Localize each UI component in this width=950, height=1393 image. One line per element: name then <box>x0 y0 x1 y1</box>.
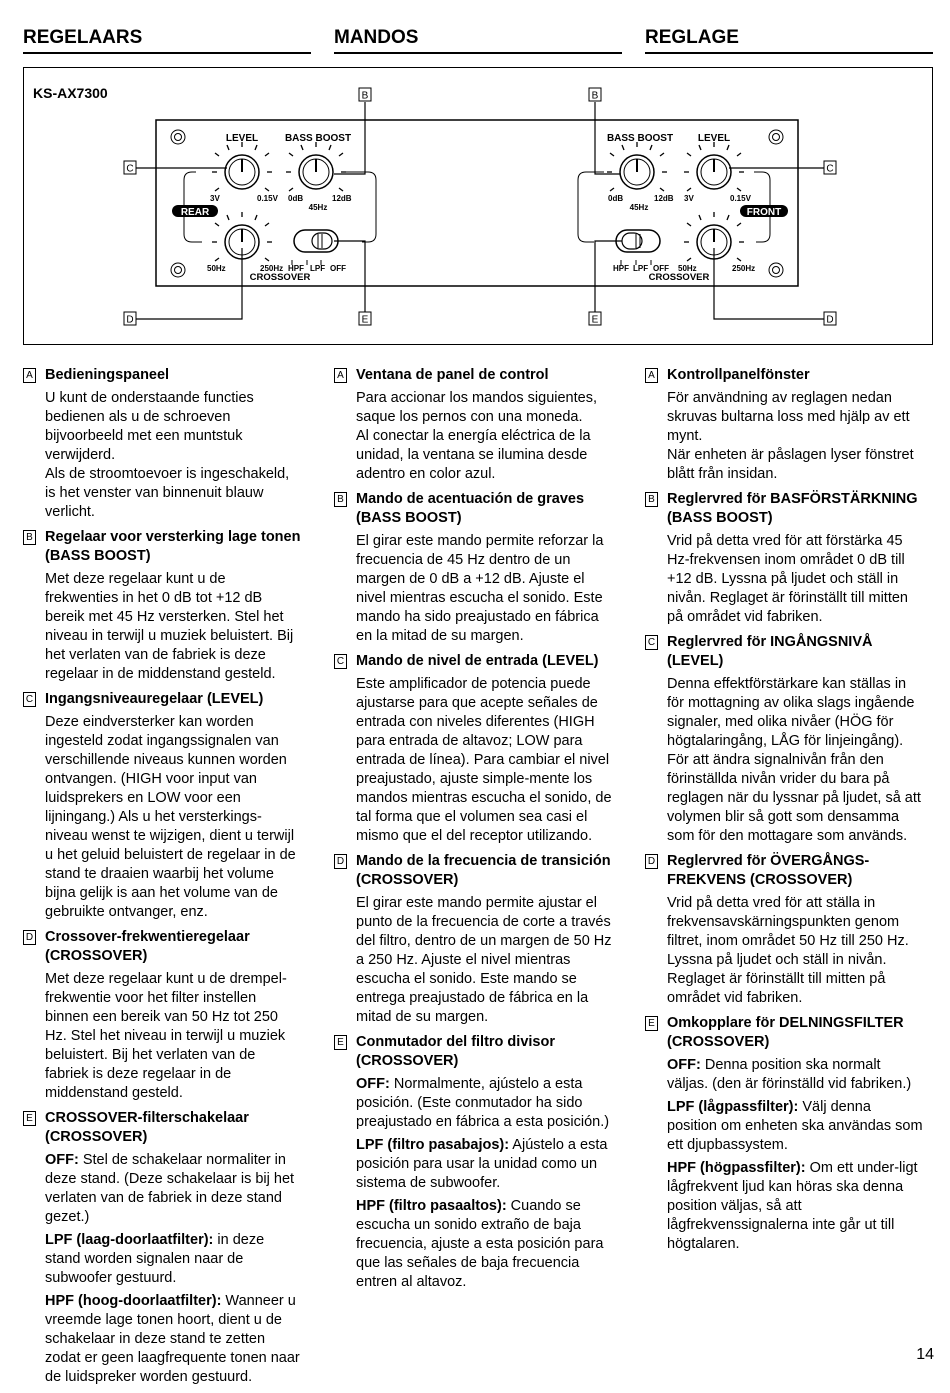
section-d <box>645 852 923 1008</box>
section-a <box>23 366 301 522</box>
rear-hpf-label: HPF <box>288 264 304 273</box>
section-paragraph <box>667 1098 923 1155</box>
term-label: LPF (lågpassfilter): <box>667 1099 799 1115</box>
section-body <box>45 570 301 684</box>
section-c <box>23 690 301 922</box>
rear-bass-boost-label: BASS BOOST <box>284 133 352 144</box>
front-boost-max: 12dB <box>654 194 674 203</box>
section-heading: Omkopplare för DELNINGSFILTER (CROSSOVER) <box>667 1015 904 1050</box>
rear-level-knob <box>212 142 272 191</box>
paragraph-text: Om ett under-ligt lågfrekvent ljud kan höras ska denna position väljas, så att lågfrekvenssignalerna inte går ut till högtalaren. <box>667 1160 918 1252</box>
section-paragraph <box>356 894 612 1027</box>
rear-lpf-label: LPF <box>310 264 326 273</box>
section-letter-box: C <box>334 654 347 669</box>
section-heading: Crossover-frekwentieregelaar (CROSSOVER) <box>45 929 250 964</box>
section-body <box>45 1151 301 1387</box>
paragraph-text: Cuando se escucha un sonido extraño de baja frecuencia, ajuste a esta posición para que las señales de baja frecuencia entren al altavoz. <box>356 1198 604 1290</box>
paragraph-text: För användning av reglagen nedan skruvas bultarna loss med hjälp av ett mynt. <box>667 390 910 444</box>
callout-box-b-right <box>589 88 601 102</box>
callout-box-b-left <box>359 88 371 102</box>
term-label: LPF (laag-doorlaatfilter): <box>45 1232 214 1248</box>
paragraph-text: Wanneer u vreemde lage tonen hoort, dient u de schakelaar in deze stand te zetten zodat er geen laagfrequente tonen naar de luidspreker worden gestuurd. <box>45 1293 300 1385</box>
paragraph-text: Al conectar la energía eléctrica de la unidad, la ventana se ilumina desde adentro en color azul. <box>356 428 591 482</box>
section-paragraph <box>667 1056 923 1094</box>
callout-box-c-left <box>124 161 136 175</box>
paragraph-text: El girar este mando permite ajustar el punto de la frecuencia de corte a través del filtro, dentro de un margen de 50 Hz a 250 Hz. Ajuste el nivel mientras escucha el sonido. Este mando se entrega preajustado de fábrica en la mitad de su margen. <box>356 895 612 1025</box>
section-body <box>667 389 923 484</box>
section-heading: Conmutador del filtro divisor (CROSSOVER) <box>356 1034 555 1069</box>
section-body <box>356 894 612 1027</box>
section-letter-box: E <box>645 1016 658 1031</box>
svg-text:C: C <box>826 163 834 175</box>
front-crossover-label: CROSSOVER <box>648 272 710 283</box>
header-reglage: REGLAGE <box>645 26 933 54</box>
front-crossover-switch <box>616 230 660 265</box>
section-body <box>667 894 923 1008</box>
section-letter-box: D <box>645 854 658 869</box>
section-paragraph <box>356 532 612 646</box>
section-paragraph <box>45 713 301 922</box>
section-paragraph <box>356 427 612 484</box>
section-body <box>356 532 612 646</box>
section-c <box>334 652 612 846</box>
header-regelaars: REGELAARS <box>23 26 311 54</box>
section-paragraph <box>45 1231 301 1288</box>
paragraph-text: U kunt de onderstaande functies bedienen als u de schroeven bijvoorbeeld met een muntstuk verwijderd. <box>45 390 254 463</box>
section-paragraph <box>45 1292 301 1387</box>
section-body <box>45 713 301 922</box>
paragraph-text: Ajústelo a esta posición para usar la unidad como un sistema de subwoofer. <box>356 1137 608 1191</box>
term-label: OFF: <box>667 1057 701 1073</box>
screw-bottom-right <box>769 263 783 277</box>
front-boost-freq: 45Hz <box>629 203 649 212</box>
section-a <box>334 366 612 484</box>
section-heading: Bedieningspaneel <box>45 367 170 383</box>
column-dutch <box>23 366 301 1393</box>
rear-bass-boost-knob <box>286 142 346 191</box>
panel-outline <box>156 120 798 286</box>
rear-crossover-label: CROSSOVER <box>249 272 311 283</box>
section-d <box>23 928 301 1103</box>
model-label: KS-AX7300 <box>33 85 108 101</box>
section-body <box>45 389 301 522</box>
rear-level-label: LEVEL <box>225 133 259 144</box>
rear-xover-max: 250Hz <box>260 264 284 273</box>
section-letter-box: B <box>334 492 347 507</box>
rear-boost-freq: 45Hz <box>308 203 328 212</box>
front-boost-min: 0dB <box>608 194 624 203</box>
section-body <box>356 675 612 846</box>
section-paragraph <box>45 389 301 465</box>
section-paragraph <box>356 1136 612 1193</box>
rear-level-max: 0.15V <box>257 194 278 203</box>
section-letter-box: B <box>23 530 36 545</box>
rear-badge: REAR <box>180 207 210 218</box>
front-xover-max: 250Hz <box>732 264 756 273</box>
front-window-outline <box>578 172 604 242</box>
front-xover-min: 50Hz <box>678 264 697 273</box>
section-e <box>334 1033 612 1292</box>
section-paragraph <box>356 675 612 846</box>
section-heading: Mando de nivel de entrada (LEVEL) <box>356 653 599 669</box>
section-letter-box: B <box>645 492 658 507</box>
section-c <box>645 633 923 846</box>
paragraph-text: Stel de schakelaar normaliter in deze stand. (Deze schakelaar is bij het verlaten van de fabriek in deze stand gezet.) <box>45 1152 295 1225</box>
section-heading: Ventana de panel de control <box>356 367 549 383</box>
paragraph-text: in deze stand worden signalen naar de subwoofer gestuurd. <box>45 1232 265 1286</box>
rear-xover-min: 50Hz <box>207 264 226 273</box>
paragraph-text: Välj denna position om enheten ska användas som ett djupbassystem. <box>667 1099 923 1153</box>
section-heading: Mando de la frecuencia de transición (CROSSOVER) <box>356 853 611 888</box>
section-body <box>667 675 923 846</box>
term-label: OFF: <box>45 1152 79 1168</box>
section-heading: Kontrollpanelfönster <box>667 367 810 383</box>
section-paragraph <box>667 389 923 446</box>
rear-boost-min: 0dB <box>288 194 304 203</box>
screw-bottom-left <box>171 263 185 277</box>
paragraph-text: Denna effektförstärkare kan ställas in för mottagning av olika slags ingående signaler, med olika nivåer (HÖG för högtalaringång, LÅG för linjeingång). För att ändra signalnivån från den förinställda nivån vrider du bara på reglagen när du lyssnar på ljudet, så att volymen blir så gott som densamma som för den mottagare som används. <box>667 676 921 844</box>
paragraph-text: När enheten är påslagen lyser fönstret blått från insidan. <box>667 447 914 482</box>
front-bass-boost-knob <box>607 142 667 191</box>
front-level-label: LEVEL <box>697 133 731 144</box>
callout-box-c-right <box>824 161 836 175</box>
section-heading: Reglervred för BASFÖRSTÄRKNING (BASS BOOST) <box>667 491 918 526</box>
section-heading: Mando de acentuación de graves (BASS BOOST) <box>356 491 585 526</box>
term-label: OFF: <box>356 1076 390 1092</box>
section-body <box>356 389 612 484</box>
control-panel-drawing <box>24 68 934 346</box>
paragraph-text: Met deze regelaar kunt u de frekwenties in het 0 dB tot +12 dB bereik met 45 Hz versterken. Stel het niveau in terwijl u muziek beluistert. Bij het verlaten van de fabriek is deze regelaar in de middenstand gesteld. <box>45 571 294 682</box>
callout-box-d-left <box>124 312 136 326</box>
section-paragraph <box>667 675 923 846</box>
section-paragraph <box>45 465 301 522</box>
section-paragraph <box>45 970 301 1103</box>
rear-crossover-switch <box>292 230 338 265</box>
section-heading: Regelaar voor versterking lage tonen (BASS BOOST) <box>45 529 301 564</box>
section-letter-box: C <box>23 692 36 707</box>
svg-text:E: E <box>591 314 599 326</box>
front-level-min: 3V <box>684 194 694 203</box>
section-e <box>645 1014 923 1254</box>
svg-text:C: C <box>126 163 134 175</box>
term-label: HPF (hoog-doorlaatfilter): <box>45 1293 222 1309</box>
rear-boost-max: 12dB <box>332 194 352 203</box>
section-paragraph <box>667 532 923 627</box>
section-heading: Reglervred för ÖVERGÅNGS-FREKVENS (CROSSOVER) <box>667 853 870 888</box>
section-letter-box: D <box>23 930 36 945</box>
section-body <box>356 1075 612 1292</box>
term-label: LPF (filtro pasabajos): <box>356 1137 510 1153</box>
section-letter-box: C <box>645 635 658 650</box>
front-badge: FRONT <box>746 207 782 218</box>
section-heading: Ingangsniveauregelaar (LEVEL) <box>45 691 264 707</box>
section-d <box>334 852 612 1027</box>
paragraph-text: Este amplificador de potencia puede ajustarse para que acepte señales de entrada con niveles diferentes (HIGH para entrada de altavoz; LOW para entrada de línea). Para cambiar el nivel preajustado, ajuste simple-mente los mandos mientras escucha el sonido, de tal forma que el volumen sea casi el mismo que el del receptor utilizando. <box>356 676 612 844</box>
paragraph-text: Para accionar los mandos siguientes, saque los pernos con una moneda. <box>356 390 597 425</box>
section-paragraph <box>667 894 923 1008</box>
front-lpf-label: LPF <box>633 264 649 273</box>
section-paragraph <box>356 1197 612 1292</box>
section-body <box>667 1056 923 1254</box>
section-paragraph <box>45 570 301 684</box>
screw-top-left <box>171 130 185 144</box>
section-letter-box: A <box>334 368 347 383</box>
section-paragraph <box>356 1075 612 1132</box>
section-letter-box: D <box>334 854 347 869</box>
screw-top-right <box>769 130 783 144</box>
svg-text:D: D <box>826 314 834 326</box>
section-letter-box: E <box>334 1035 347 1050</box>
section-heading: CROSSOVER-filterschakelaar (CROSSOVER) <box>45 1110 249 1145</box>
paragraph-text: El girar este mando permite reforzar la frecuencia de 45 Hz dentro de un margen de 0 dB a +12 dB. Ajuste el nivel mientras escucha el sonido. Este mando ha sido preajustado en fábrica en la mitad de su margen. <box>356 533 604 644</box>
front-level-max: 0.15V <box>730 194 751 203</box>
section-letter-box: E <box>23 1111 36 1126</box>
column-swedish <box>645 366 923 1260</box>
section-body <box>45 970 301 1103</box>
front-level-knob <box>684 142 744 191</box>
section-paragraph <box>356 389 612 427</box>
section-b <box>645 490 923 627</box>
svg-text:D: D <box>126 314 134 326</box>
section-letter-box: A <box>645 368 658 383</box>
page-number: 14 <box>916 1346 934 1363</box>
rear-off-label: OFF <box>330 264 346 273</box>
section-heading: Reglervred för INGÅNGSNIVÅ (LEVEL) <box>667 634 873 669</box>
column-spanish <box>334 366 612 1298</box>
callout-box-e-left <box>359 312 371 326</box>
paragraph-text: Als de stroomtoevoer is ingeschakeld, is het venster van binnenuit blauw verlicht. <box>45 466 290 520</box>
section-paragraph <box>45 1151 301 1227</box>
front-hpf-label: HPF <box>613 264 629 273</box>
front-bass-boost-label: BASS BOOST <box>606 133 674 144</box>
paragraph-text: Met deze regelaar kunt u de drempel-frekwentie voor het filter instellen binnen een bereik van 50 Hz tot 250 Hz. Stel het niveau in terwijl u muziek beluistert. Bij het verlaten van de fabriek is deze regelaar in de middenstand gesteld. <box>45 971 287 1101</box>
section-b <box>334 490 612 646</box>
paragraph-text: Deze eindversterker kan worden ingesteld zodat ingangssignalen van verschillende niveaus kunnen worden ontvangen. (HIGH voor input van luidsprekers en LOW voor een lijningang.) Als u het versterkings-niveau wenst te wijzigen, dient u terwijl u het geluid beluistert de regelaar in de stand te draaien waarbij het volume bijna gelijk is aan het volume van de gebruikte ontvanger, enz. <box>45 714 296 920</box>
rear-window-outline-right <box>346 172 376 242</box>
section-body <box>667 532 923 627</box>
paragraph-text: Denna position ska normalt väljas. (den är förinställd vid fabriken.) <box>667 1057 912 1092</box>
rear-level-min: 3V <box>210 194 220 203</box>
section-letter-box: A <box>23 368 36 383</box>
callout-box-e-right <box>589 312 601 326</box>
term-label: HPF (filtro pasaaltos): <box>356 1198 507 1214</box>
control-panel-diagram <box>23 67 933 345</box>
term-label: HPF (högpassfilter): <box>667 1160 806 1176</box>
paragraph-text: Vrid på detta vred för att ställa in frekvensavskärningspunkten genom filtret, inom området 50 Hz till 250 Hz. Lyssna på ljudet och ställ in nivån. Reglaget är förinställt till mitten på området vid fabriken. <box>667 895 909 1006</box>
header-mandos: MANDOS <box>334 26 622 54</box>
section-a <box>645 366 923 484</box>
svg-text:B: B <box>361 90 369 102</box>
section-paragraph <box>667 446 923 484</box>
svg-text:E: E <box>361 314 369 326</box>
callout-box-d-right <box>824 312 836 326</box>
front-off-label: OFF <box>653 264 669 273</box>
paragraph-text: Normalmente, ajústelo a esta posición. (Este conmutador ha sido preajustado en fábrica a esta posición.) <box>356 1076 610 1130</box>
svg-text:B: B <box>591 90 599 102</box>
section-paragraph <box>667 1159 923 1254</box>
paragraph-text: Vrid på detta vred för att förstärka 45 Hz-frekvensen inom området 0 dB till +12 dB. Lyssna på ljudet och ställ in nivån. Reglaget är förinställt till mitten på området vid fabriken. <box>667 533 908 625</box>
section-e <box>23 1109 301 1387</box>
section-b <box>23 528 301 684</box>
